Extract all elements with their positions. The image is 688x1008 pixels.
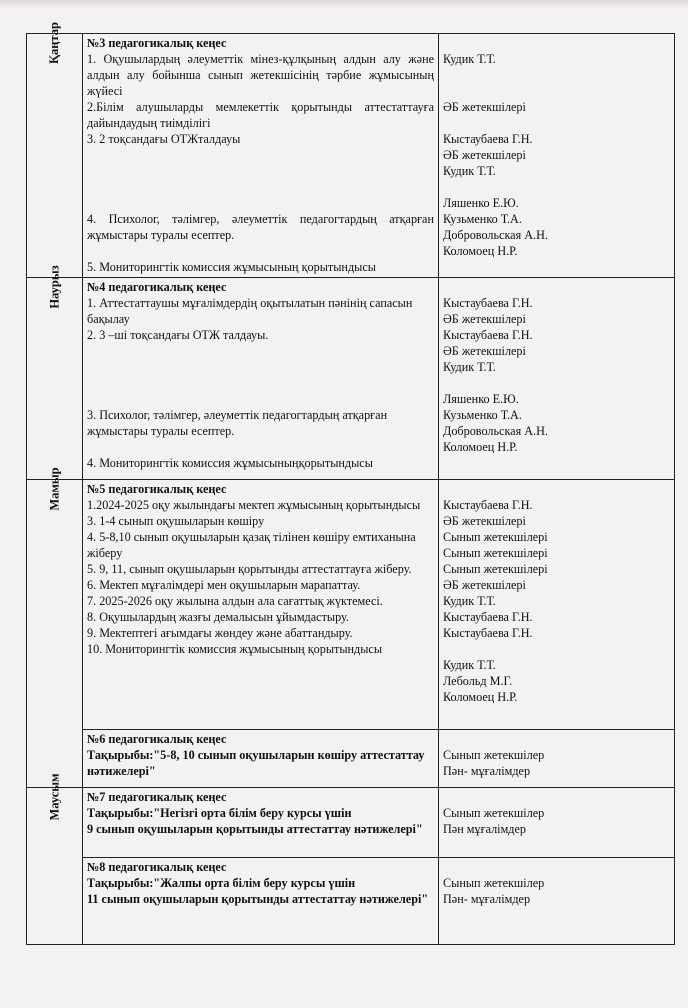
responsible-name: Пән- мұғалімдер [443, 764, 531, 778]
responsible-name: Сынып жетекшілер [443, 876, 545, 890]
agenda-item: 1. Оқушылардың әлеуметтік мінез-құлқының алдын алу және алдын алу бойынша сынып жетекшісінің тәрбие жұмысының жүйесі [87, 52, 434, 98]
council-5-responsible [439, 480, 675, 730]
responsible-name: ӘБ жетекшілері [443, 312, 526, 326]
responsible-name: Пән- мұғалімдер [443, 892, 531, 906]
responsible-name: Ляшенко Е.Ю. [443, 392, 519, 406]
responsible-name: ӘБ жетекшілері [443, 514, 526, 528]
responsible-name: Пән мұғалімдер [443, 822, 526, 836]
responsible-name: Добровольская А.Н. [443, 228, 548, 242]
table-row [27, 278, 675, 480]
council-3-responsible [439, 34, 675, 278]
month-cell-mar [27, 265, 83, 480]
responsible-name: Коломоец Н.Р. [443, 440, 518, 454]
council-title: №3 педагогикалық кеңес [87, 36, 227, 50]
responsible-name: Кудик Т.Т. [443, 164, 496, 178]
responsible-name: ӘБ жетекшілері [443, 344, 526, 358]
council-topic: 9 сынып оқушыларын қорытынды аттестаттау нәтижелері" [87, 822, 423, 836]
council-6-responsible [439, 730, 675, 788]
council-topic: Тақырыбы:"Жалпы орта білім беру курсы үшін [87, 876, 356, 890]
responsible-name: Сынып жетекшілер [443, 748, 545, 762]
council-7-content [83, 788, 439, 858]
council-6-content [83, 730, 439, 788]
council-title: №7 педагогикалық кеңес [87, 790, 227, 804]
council-topic: Тақырыбы:"5-8, 10 сынып оқушыларын көшіру аттестаттау нәтижелері" [87, 748, 425, 778]
responsible-name: ӘБ жетекшілері [443, 100, 526, 114]
responsible-name: Кыстаубаева Г.Н. [443, 498, 533, 512]
responsible-name: Кудик Т.Т. [443, 52, 496, 66]
responsible-name: ӘБ жетекшілері [443, 148, 526, 162]
responsible-name: Кыстаубаева Г.Н. [443, 132, 533, 146]
council-topic: Тақырыбы:"Негізгі орта білім беру курсы үшін [87, 806, 352, 820]
pedagogical-council-plan-table [26, 21, 675, 945]
agenda-item: 3. 2 тоқсандағы ОТЖталдауы [87, 132, 241, 146]
table-row [27, 480, 675, 730]
responsible-name: Лебольд М.Г. [443, 674, 513, 688]
agenda-item: 3. Психолог, тәлімгер, әлеуметтік педагогтардың атқарған жұмыстары туралы есептер. [87, 408, 388, 438]
responsible-name: Кыстаубаева Г.Н. [443, 328, 533, 342]
agenda-item: 5. 9, 11, сынып оқушыларын қорытынды аттестаттауға жіберу. [87, 562, 412, 576]
month-label: Қаңтар [47, 21, 62, 65]
council-7-responsible [439, 788, 675, 858]
agenda-item: 6. Мектеп мұғалімдері мен оқушыларын марапаттау. [87, 578, 361, 592]
council-title: №4 педагогикалық кеңес [87, 280, 227, 294]
council-4-content [83, 278, 439, 480]
responsible-name: Кузьменко Т.А. [443, 408, 522, 422]
month-cell-jun [27, 773, 83, 945]
responsible-name: Кудик Т.Т. [443, 360, 496, 374]
agenda-item: 5. Мониторингтік комиссия жұмысының қорытындысы [87, 260, 376, 274]
responsible-name: Коломоец Н.Р. [443, 244, 518, 258]
responsible-name: Сынып жетекшілері [443, 530, 548, 544]
agenda-item: 8. Оқушылардың жазғы демалысын ұйымдастыру. [87, 610, 349, 624]
page-edge [0, 0, 688, 8]
table-row [27, 858, 675, 945]
agenda-item: 10. Мониторингтік комиссия жұмысының қорытындысы [87, 642, 383, 656]
responsible-name: Кудик Т.Т. [443, 658, 496, 672]
council-4-responsible [439, 278, 675, 480]
table-row [27, 730, 675, 788]
council-title: №6 педагогикалық кеңес [87, 732, 227, 746]
agenda-item: 9. Мектептегі ағымдағы жөндеу және абаттандыру. [87, 626, 353, 640]
agenda-item: 2.Білім алушыларды мемлекеттік қорытынды аттестаттауға дайындаудың тиімділігі [87, 100, 434, 130]
council-8-responsible [439, 858, 675, 945]
agenda-item: 4. Мониторингтік комиссия жұмысыныңқорытындысы [87, 456, 373, 470]
responsible-name: ӘБ жетекшілері [443, 578, 526, 592]
responsible-name: Добровольская А.Н. [443, 424, 548, 438]
council-3-content [83, 34, 439, 278]
responsible-name: Кудик Т.Т. [443, 594, 496, 608]
agenda-item: 1.2024-2025 оқу жылындағы мектеп жұмысының қорытындысы [87, 498, 421, 512]
month-label: Наурыз [47, 265, 62, 309]
responsible-name: Сынып жетекшілері [443, 562, 548, 576]
responsible-name: Кыстаубаева Г.Н. [443, 610, 533, 624]
agenda-item: 2. 3 –ші тоқсандағы ОТЖ талдауы. [87, 328, 269, 342]
council-title: №8 педагогикалық кеңес [87, 860, 227, 874]
council-8-content [83, 858, 439, 945]
responsible-name: Коломоец Н.Р. [443, 690, 518, 704]
responsible-name: Кыстаубаева Г.Н. [443, 296, 533, 310]
agenda-item: 1. Аттестаттаушы мұғалімдердің оқытылатын пәнінің сапасын бақылау [87, 296, 413, 326]
council-topic: 11 сынып оқушыларын қорытынды аттестаттау нәтижелері" [87, 892, 429, 906]
table-row [27, 788, 675, 858]
month-label: Маусым [47, 773, 62, 821]
agenda-item: 4. Психолог, тәлімгер, әлеуметтік педагогтардың атқарған жұмыстары туралы есептер. [87, 212, 434, 242]
council-5-content [83, 480, 439, 730]
agenda-item: 3. 1-4 сынып оқушыларын көшіру [87, 514, 265, 528]
council-title: №5 педагогикалық кеңес [87, 482, 227, 496]
responsible-name: Сынып жетекшілер [443, 806, 545, 820]
month-label: Мамыр [47, 467, 62, 511]
month-cell-may [27, 467, 83, 788]
month-cell-jan [27, 21, 83, 278]
table-row [27, 34, 675, 278]
agenda-item: 4. 5-8,10 сынып оқушыларын қазақ тілінен көшіру емтиханына жіберу [87, 530, 416, 560]
responsible-name: Кузьменко Т.А. [443, 212, 522, 226]
agenda-item: 7. 2025-2026 оқу жылына алдын ала сағаттық жүктемесі. [87, 594, 383, 608]
responsible-name: Кыстаубаева Г.Н. [443, 626, 533, 640]
responsible-name: Сынып жетекшілері [443, 546, 548, 560]
responsible-name: Ляшенко Е.Ю. [443, 196, 519, 210]
